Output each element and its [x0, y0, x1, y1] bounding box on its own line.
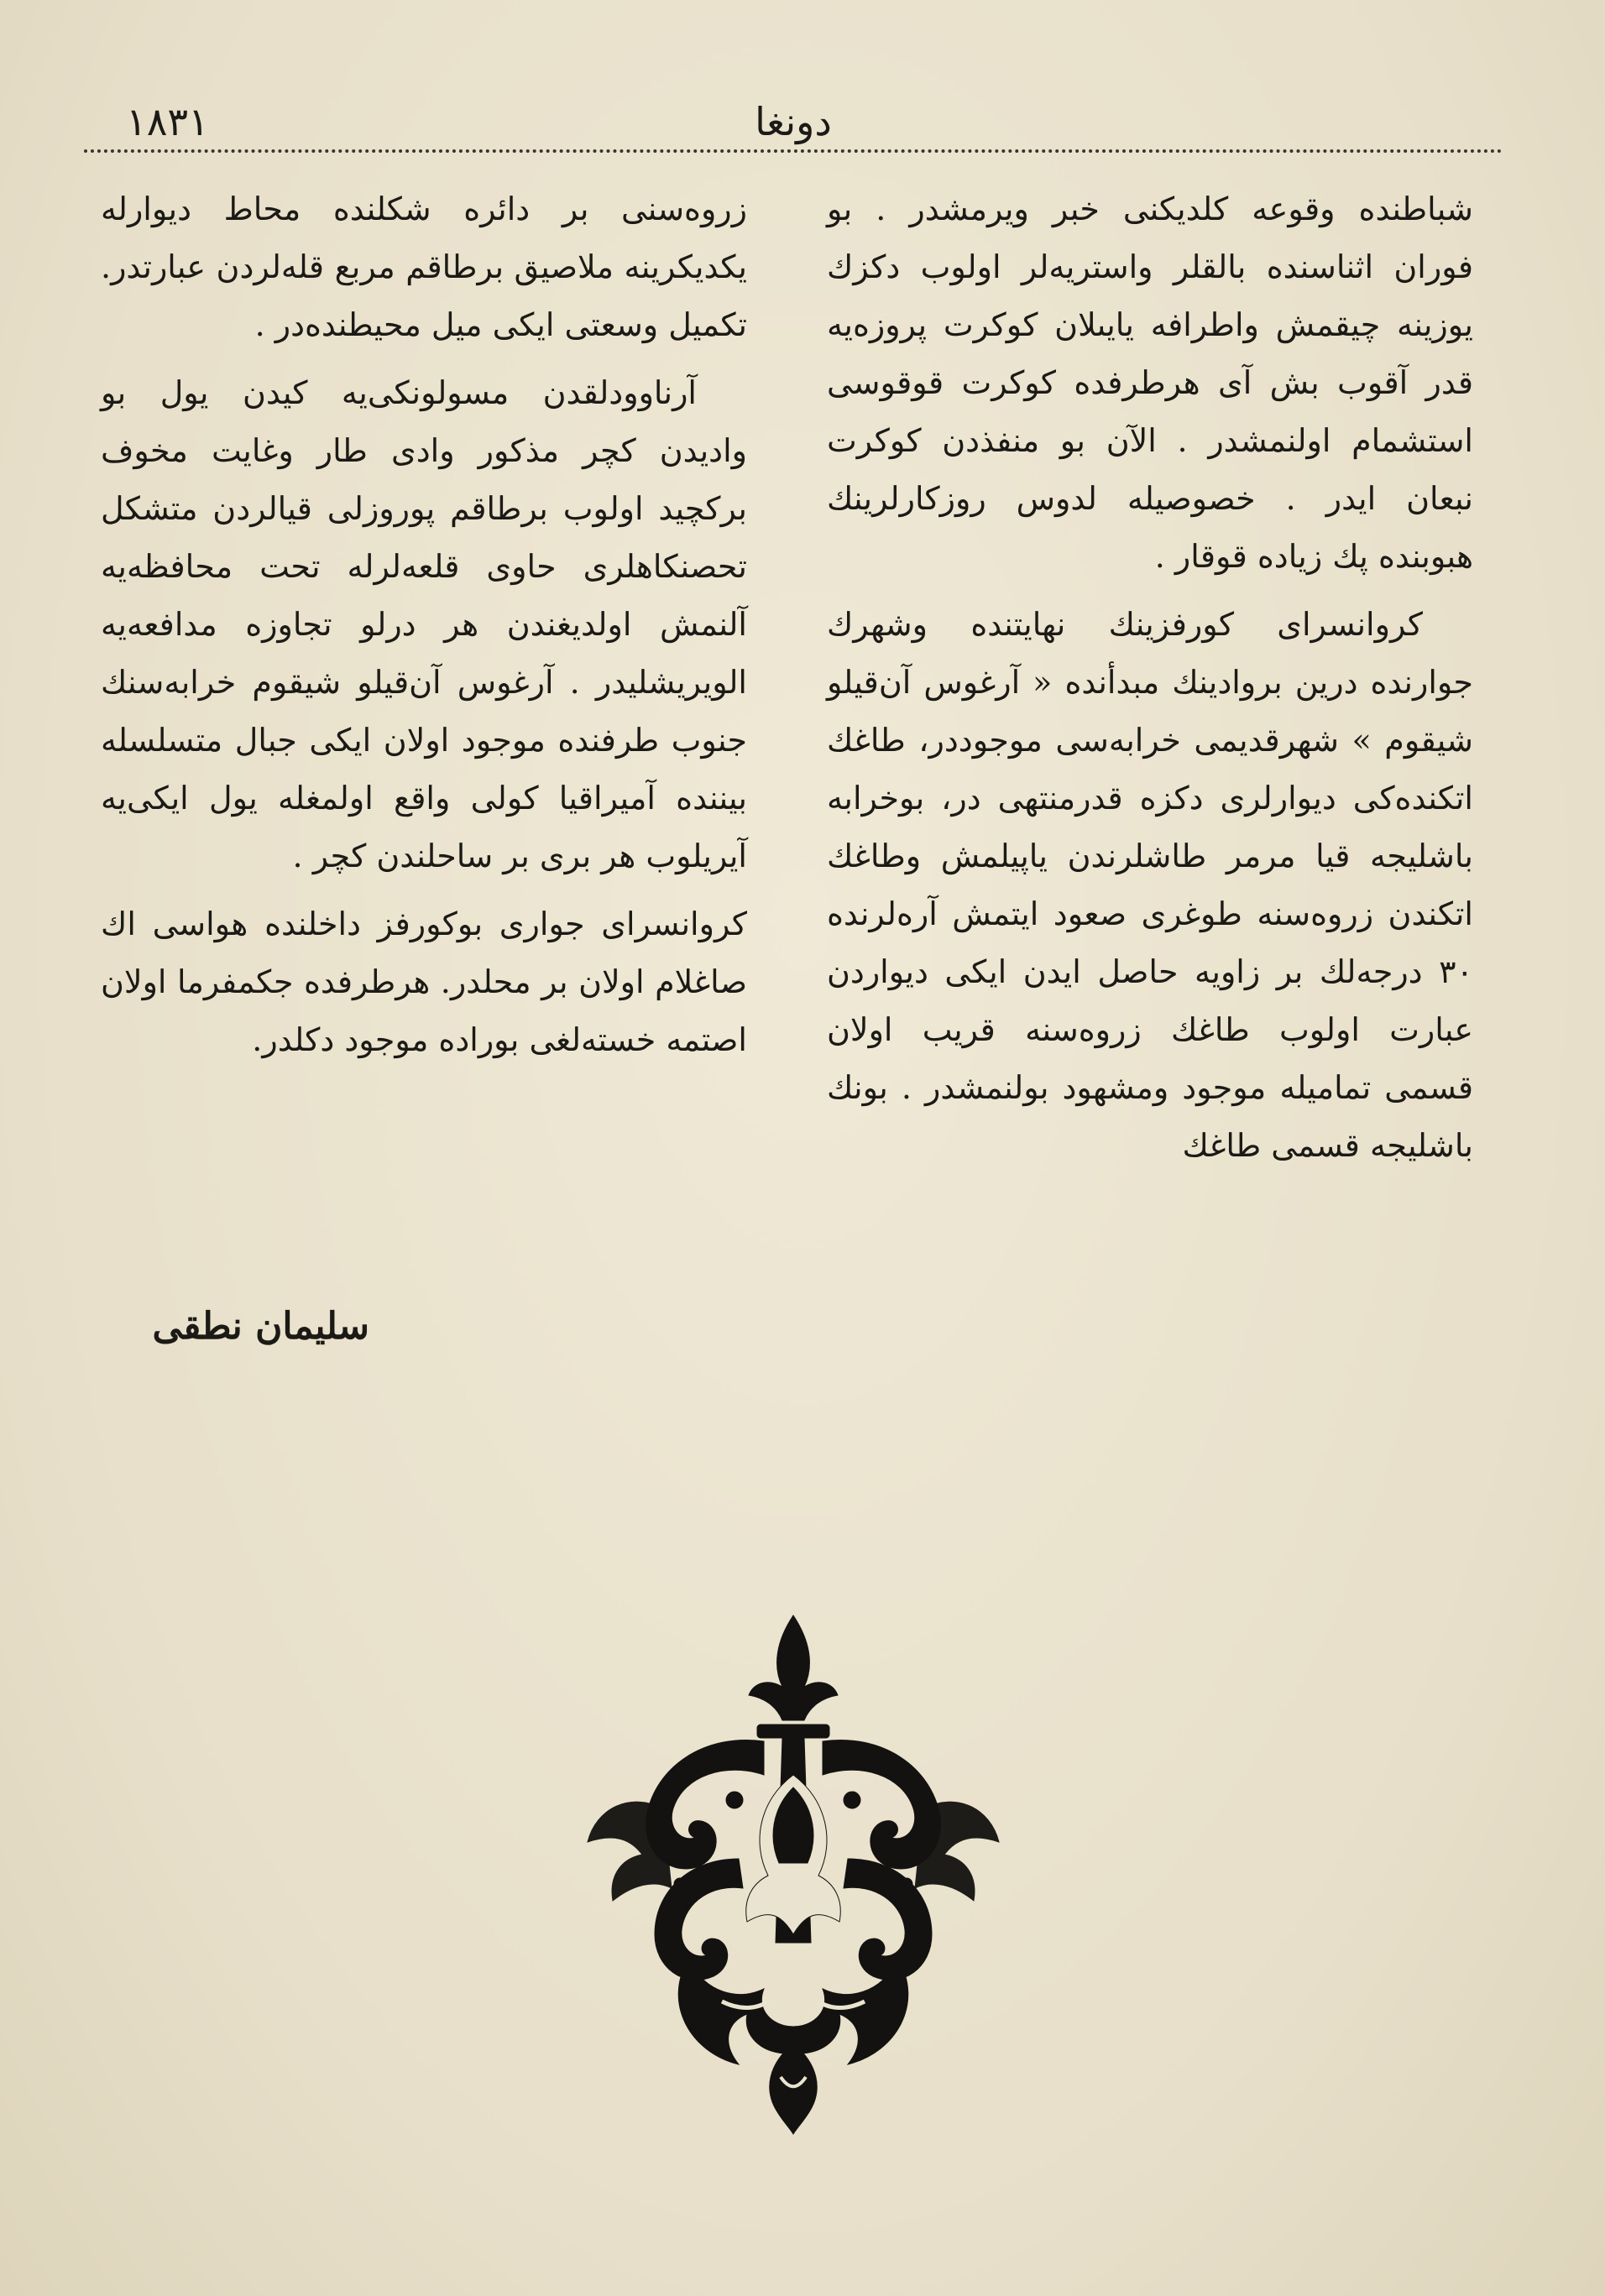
header-dotted-rule [84, 149, 1503, 153]
paragraph: شباطنده وقوعه كلديكنى خبر ويرمشدر . بو فوران اثناسنده بالقلر واستريه‌لر اولوب دكزك يوزينه چيقمش واطرافه يايىلان كوكرت پروزه‌يه قدر آقوب بش آى هرطرفده كوكرت قوقوسى استشمام اولنمشدر . الآن بو منفذدن كوكرت نبعان ايدر . خصوصيله لدوس روزكارلرينك هبوبنده پك زياده قوقار . [827, 190, 1473, 575]
floral-arabesque-ornament-icon [562, 1607, 1024, 2136]
paragraph: زروه‌سنى بر دائره شكلنده محاط ديوارله يكديكرينه ملاصيق برطاقم مربع قله‌لردن عبارتدر. تكميل وسعتى ايكى ميل محيطنده‌در . [101, 190, 747, 343]
text-column-right [827, 180, 1473, 1185]
paragraph: آرناوودلقدن مسولونكى‌يه كيدن يول بو واديدن كچر مذكور وادى طار وغايت مخوف بركچيد اولوب برطاقم پوروزلى قيالردن متشكل تحصنكاهلرى حاوى قلعه‌لرله تحت محافظه‌يه آلنمش اولديغندن هر درلو تجاوزه مدافعه‌يه الويريشليدر . آرغوس آن‌قيلو شيقوم خرابه‌سنك جنوب طرفنده موجود اولان ايكى جبال متسلسله بيننده آميراقيا كولى واقع اولمغله يول ايكى‌يه آيريلوب هر برى بر ساحلندن كچر . [101, 374, 747, 874]
paragraph: كروانسراى كورفزينك نهايتنده وشهرك جوارنده درين بروادينك مبدأنده « آرغوس آن‌قيلو شيقوم » شهرقديمى خرابه‌سى موجوددر، طاغك اتكنده‌كى ديوارلرى دكزه قدرمنتهى در، بوخرابه باشليجه قيا مرمر طاشلرندن ياپيلمش وطاغك اتكندن زروه‌سنه طوغرى صعود ايتمش آره‌لرنده ٣٠ درجه‌لك بر زاويه حاصل ايدن ايكى ديواردن عبارت اولوب طاغك زروه‌سنه قريب اولان قسمى تماميله موجود ومشهود بولنمشدر . بونك باشليجه قسمى طاغك [827, 606, 1473, 1164]
running-title: دونغا [755, 99, 832, 144]
author-signature: سليمان نطقى [152, 1305, 369, 1348]
page-number: ١٨٣١ [126, 99, 209, 144]
paragraph: كروانسراى جوارى بوكورفز داخلنده هواسى اك صاغلام اولان بر محلدر. هرطرفده جكمفرما اولان اصتمه خسته‌لغى بوراده موجود دكلدر. [101, 905, 747, 1058]
page-header [84, 99, 1503, 149]
text-column-left [101, 180, 747, 1079]
